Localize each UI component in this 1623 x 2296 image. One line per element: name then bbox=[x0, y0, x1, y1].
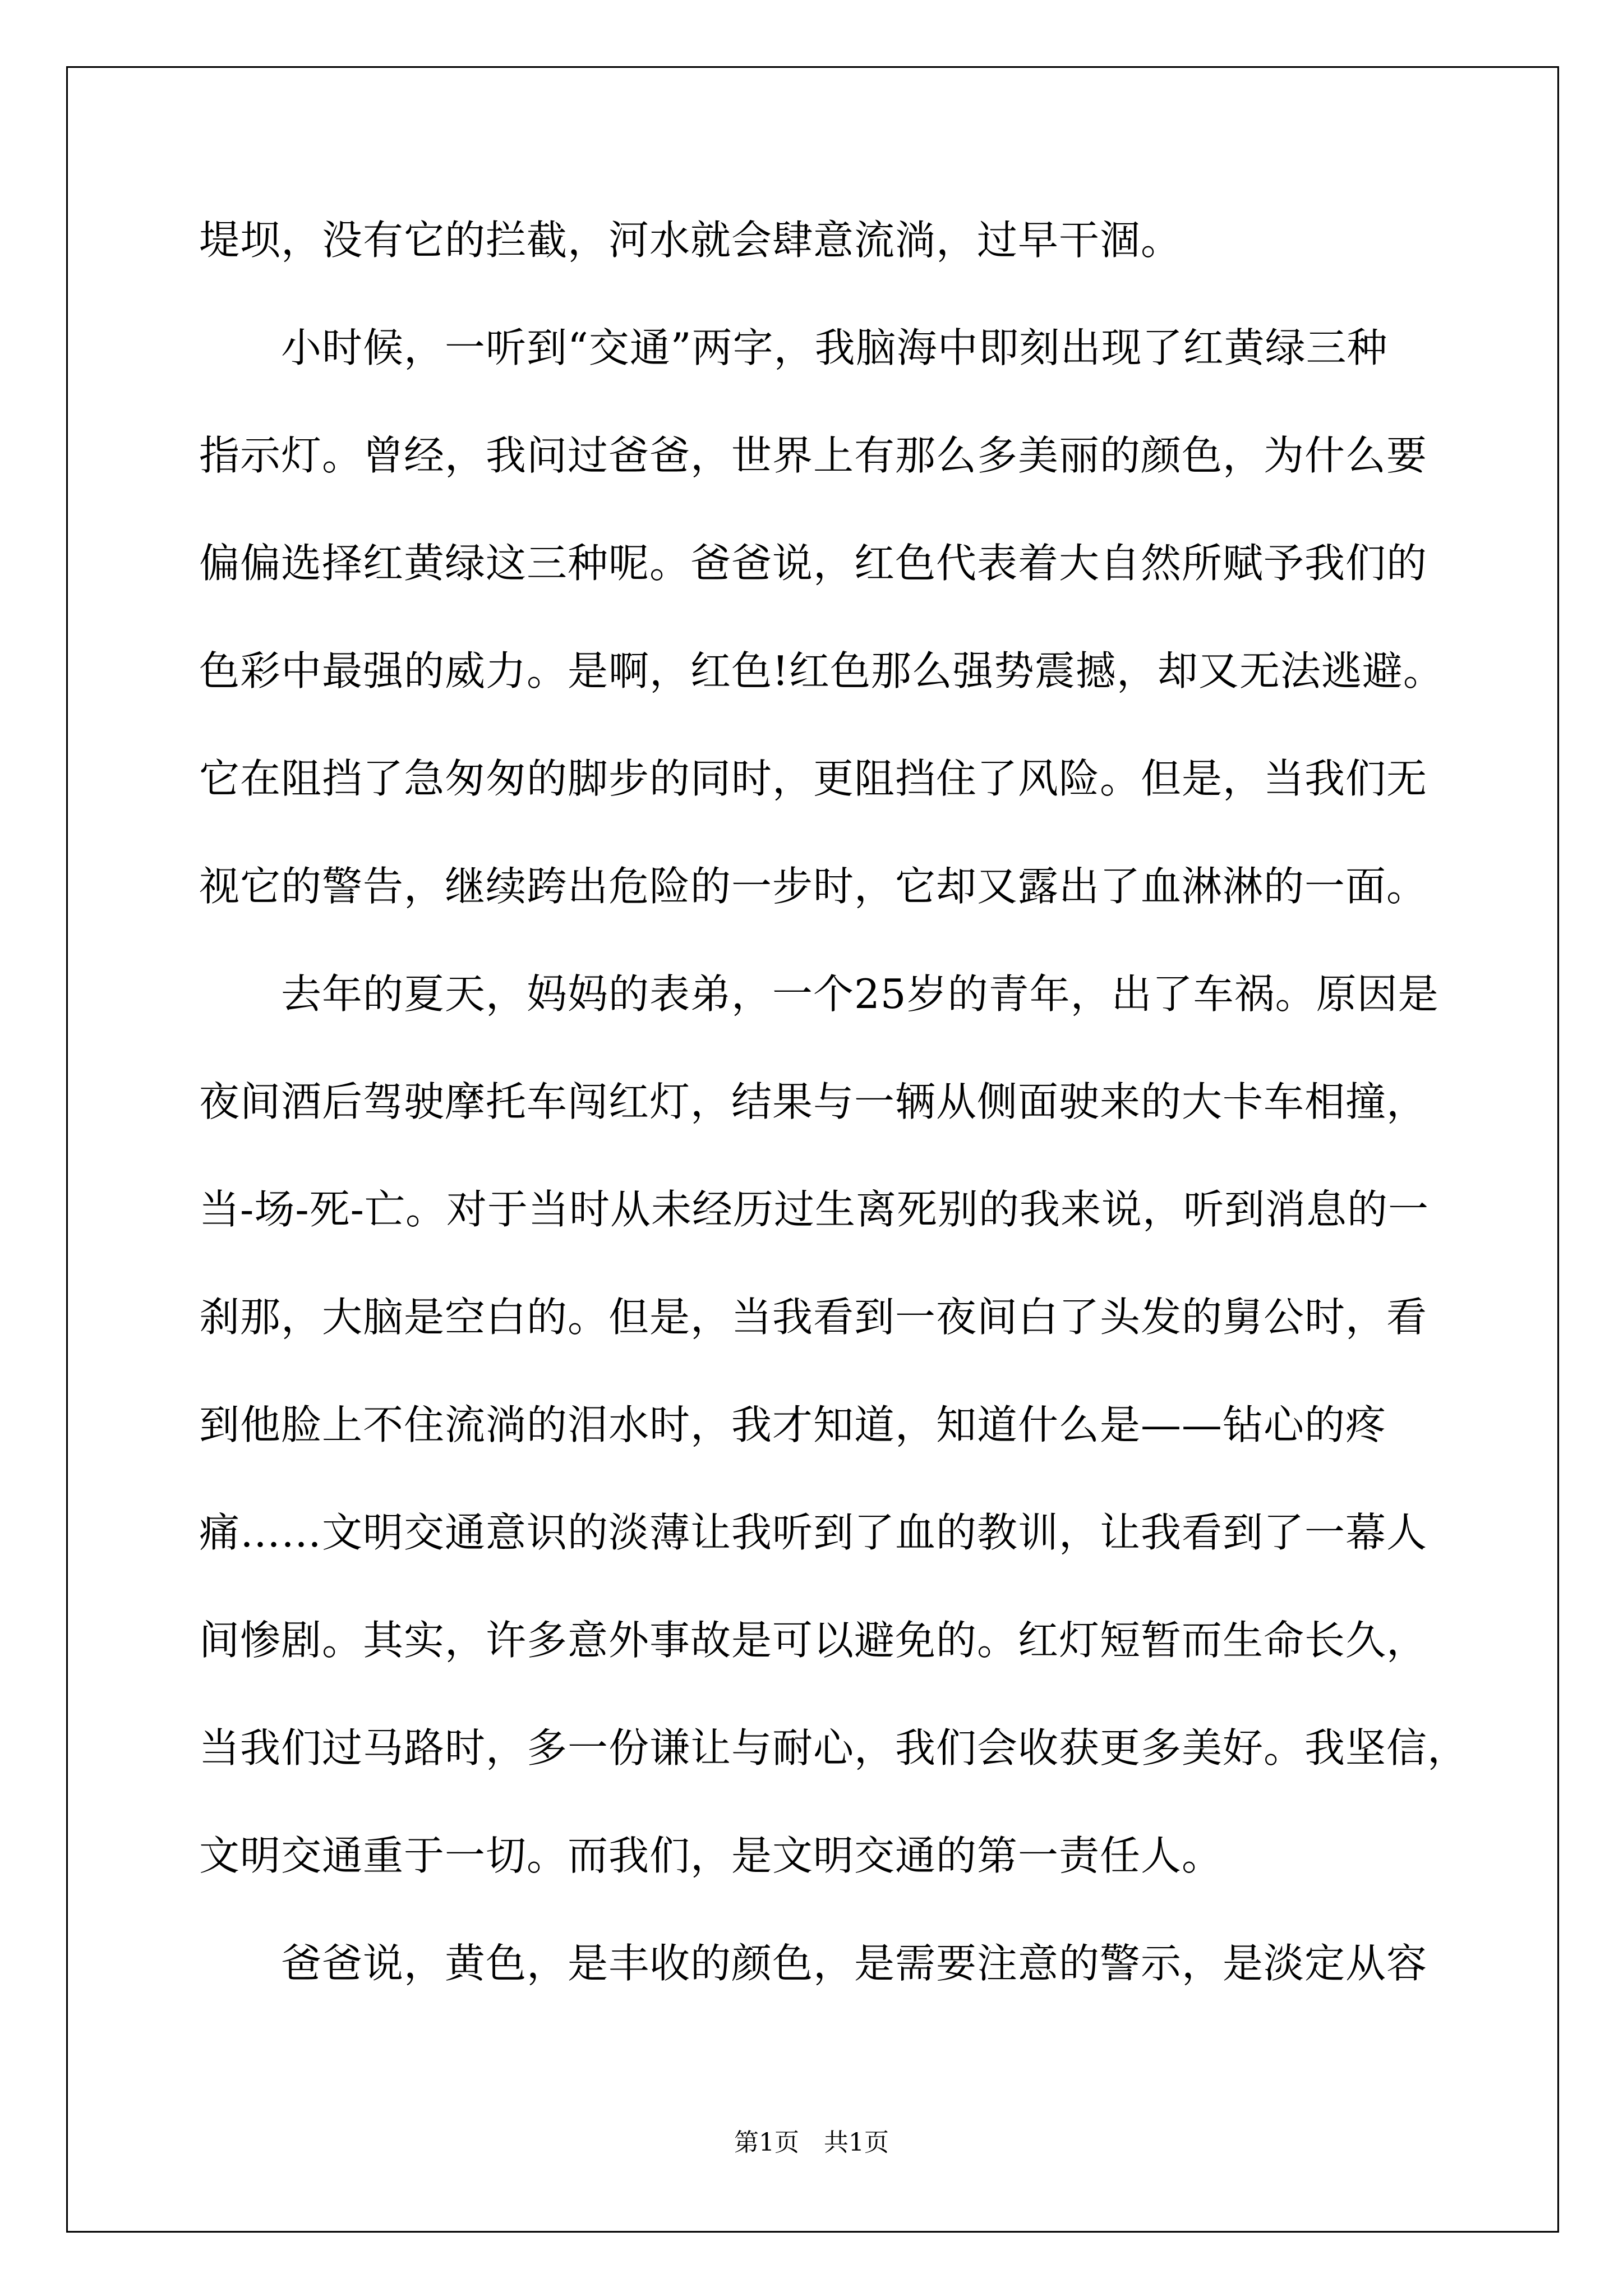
text-line: 夜间酒后驾驶摩托车闯红灯，结果与一辆从侧面驶来的大卡车相撞， bbox=[199, 1078, 1428, 1125]
text-line: 视它的警告，继续跨出危险的一步时，它却又露出了血淋淋的一面。 bbox=[199, 863, 1428, 910]
text-line: 去年的夏天，妈妈的表弟，一个25岁的青年，出了车祸。原因是 bbox=[199, 970, 1439, 1018]
text-line: 刹那，大脑是空白的。但是，当我看到一夜间白了头发的舅公时，看 bbox=[199, 1294, 1428, 1341]
text-line: 痛……文明交通意识的淡薄让我听到了血的教训，让我看到了一幕人 bbox=[199, 1509, 1428, 1556]
text-line: 指示灯。曾经，我问过爸爸，世界上有那么多美丽的颜色，为什么要 bbox=[199, 432, 1428, 479]
text-line: 间惨剧。其实，许多意外事故是可以避免的。红灯短暂而生命长久， bbox=[199, 1617, 1428, 1664]
text-line: 到他脸上不住流淌的泪水时，我才知道，知道什么是——钻心的疼 bbox=[199, 1401, 1387, 1448]
page-border bbox=[66, 66, 1559, 2233]
text-line: 小时候，一听到“交通”两字，我脑海中即刻出现了红黄绿三种 bbox=[199, 324, 1388, 371]
text-line: 它在阻挡了急匆匆的脚步的同时，更阻挡住了风险。但是，当我们无 bbox=[199, 755, 1428, 802]
text-line: 偏偏选择红黄绿这三种呢。爸爸说，红色代表着大自然所赋予我们的 bbox=[199, 540, 1428, 587]
text-line: 色彩中最强的威力。是啊，红色!红色那么强势震撼，却又无法逃避。 bbox=[199, 647, 1444, 694]
text-line: 堤坝，没有它的拦截，河水就会肆意流淌，过早干涸。 bbox=[199, 217, 1182, 264]
page-footer: 第1页 共1页 bbox=[734, 2128, 889, 2157]
text-line: 文明交通重于一切。而我们，是文明交通的第一责任人。 bbox=[199, 1832, 1223, 1879]
text-line: 爸爸说，黄色，是丰收的颜色，是需要注意的警示，是淡定从容 bbox=[199, 1940, 1428, 1987]
text-line: 当-场-死-亡。对于当时从未经历过生离死别的我来说，听到消息的一 bbox=[199, 1186, 1429, 1233]
text-line: 当我们过马路时，多一份谦让与耐心，我们会收获更多美好。我坚信， bbox=[199, 1724, 1469, 1772]
